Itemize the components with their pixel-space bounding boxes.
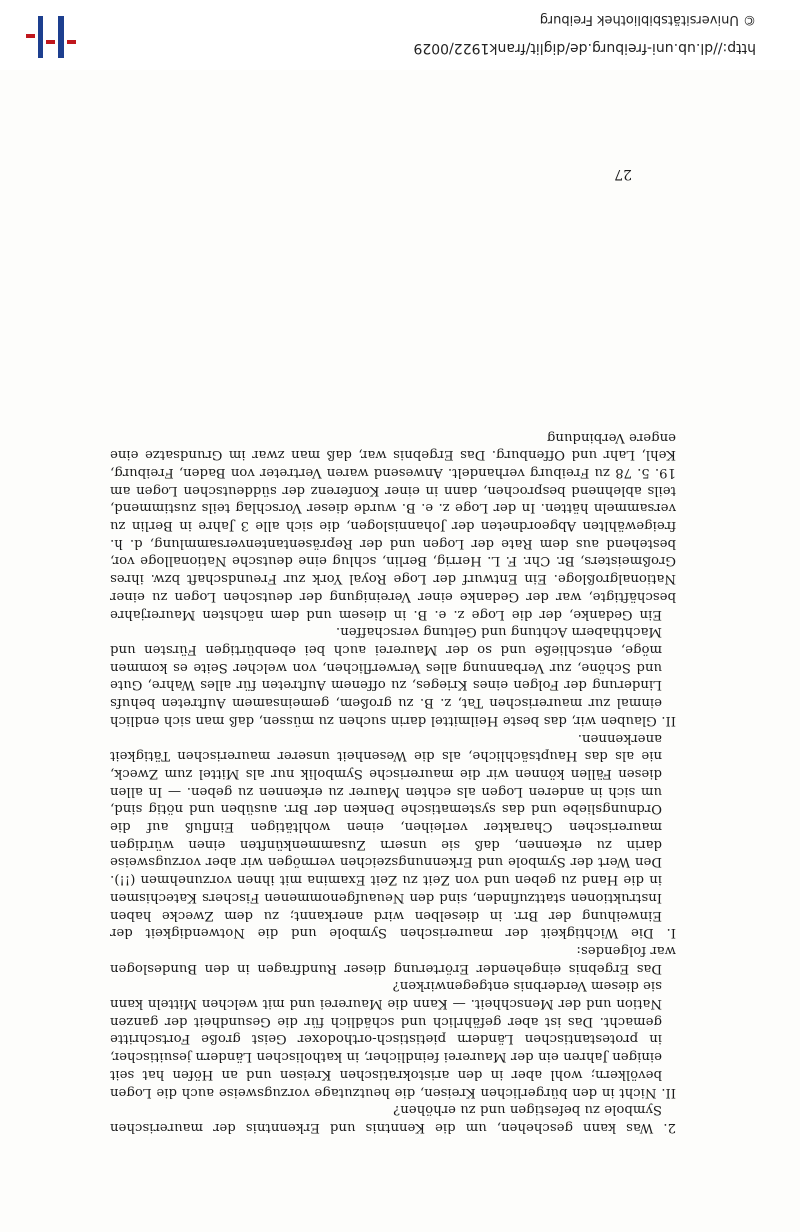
answer-ii: II. Glauben wir, das beste Heilmittel darin suchen zu müssen, daß man sich endlich einmal zur maurerischen Tat, z. B. zu großem, gemeinsamem Auftreten behufs Linderung der Folgen eines Krieges, zu offenem Auftreten für alles Wahre, Gute und Schöne, zur Verbannung alles Verwerflichen, von welcher Seite es kommen möge, entschließe und so der Maurerei auch bei ebenbürtigen Fürsten und Machthabern Achtung und Geltung verschaffen. <box>110 624 676 728</box>
page-number: 27 <box>614 166 632 182</box>
answer-i: I. Die Wichtigkeit der maurerischen Symbole und die Notwendigkeit der Einweihung der Brr. in dieselben wird anerkannt; zu dem Zwecke haben Instruktionen stattzufinden, sind den Neuaufgenommenen Fischers Katechismen in die Hand zu geben und von Zeit zu Zeit Examina mit ihnen vorzunehmen (!!). Den Wert der Symbole und Erkennungszeichen vermögen wir aber vorzugsweise darin zu erkennen, daß sie unsern Zusammenkünften einen würdigen maurerischen Charakter verleihen, einen wohltätigen Einfluß auf die Ordnungsliebe und das systematische Denken der Brr. ausüben und nötig sind, um sich in anderen Logen als echten Maurer zu erkennen zu geben. — In allen diesen Fällen können wir die maurerische Symbolik nur als Mittel zum Zweck, nie als das Hauptsächliche, als die Wesenheit unserer maurerischen Tätigkeit anerkennen. <box>110 730 676 941</box>
result-intro: Das Ergebnis eingehender Erörterung dieser Rundfragen in den Bundeslogen war folgendes: <box>110 942 676 976</box>
page-text <box>110 428 676 1136</box>
question-ii: II. Nicht in den bürgerlichen Kreisen, die heutzutage vorzugsweise auch die Logen bevölkern; wohl aber in den aristokratischen Kreisen und an Höfen hat seit einigen Jahren ein der Maurerei feindlicher, in katholischen Ländern jesuitischer, in protestantischen Ländern pietistisch-orthodoxer Geist große Fortschritte gemacht. Das ist aber gefährlich und schädlich für die Gesundheit der ganzen Nation und der Menschheit. — Kann die Maurerei und mit welchen Mitteln kann sie diesem Verderbnis entgegenwirken? <box>110 978 676 1100</box>
footer-credit: © Universitätsbibliothek Freiburg <box>539 12 756 27</box>
university-logo-icon <box>26 14 76 58</box>
paragraph-nationalloge: Ein Gedanke, der die Loge z. e. B. in diesem und dem nächsten Maurerjahre beschäftigte, war der Gedanke einer Vereinigung der deutschen Logen zu einer Nationalgroßloge. Ein Entwurf der Loge Royal York zur Freundschaft bzw. ihres Großmeisters, Br. Chr. F. L. Herrig, Berlin, schlug eine deutsche Nationalloge vor, bestehend aus dem Rate der Logen und der Repräsentantenversammlung, d. h. freigewählten Abgeordneten der Johannislogen, die sich alle 3 Jahre in Berlin zu versammeln hätten. In der Loge z. e. B. wurde dieser Vorschlag teils zustimmend, teils ablehnend besprochen, dann in einer Konferenz der süddeutschen Logen am 19. 5. 78 zu Freiburg verhandelt. Anwesend waren Vertreter von Baden, Freiburg, Kehl, Lahr und Offenburg. Das Ergebnis war, daß man zwar im Grundsatze eine engere Verbindung <box>110 429 676 622</box>
footer-url[interactable]: http://dl.ub.uni-freiburg.de/diglit/frank1922/0029 <box>413 40 756 56</box>
question-2: 2. Was kann geschehen, um die Kenntnis und Erkenntnis der maurerischen Symbole zu befestigen und zu erhöhen? <box>110 1102 676 1135</box>
footer <box>0 0 800 70</box>
